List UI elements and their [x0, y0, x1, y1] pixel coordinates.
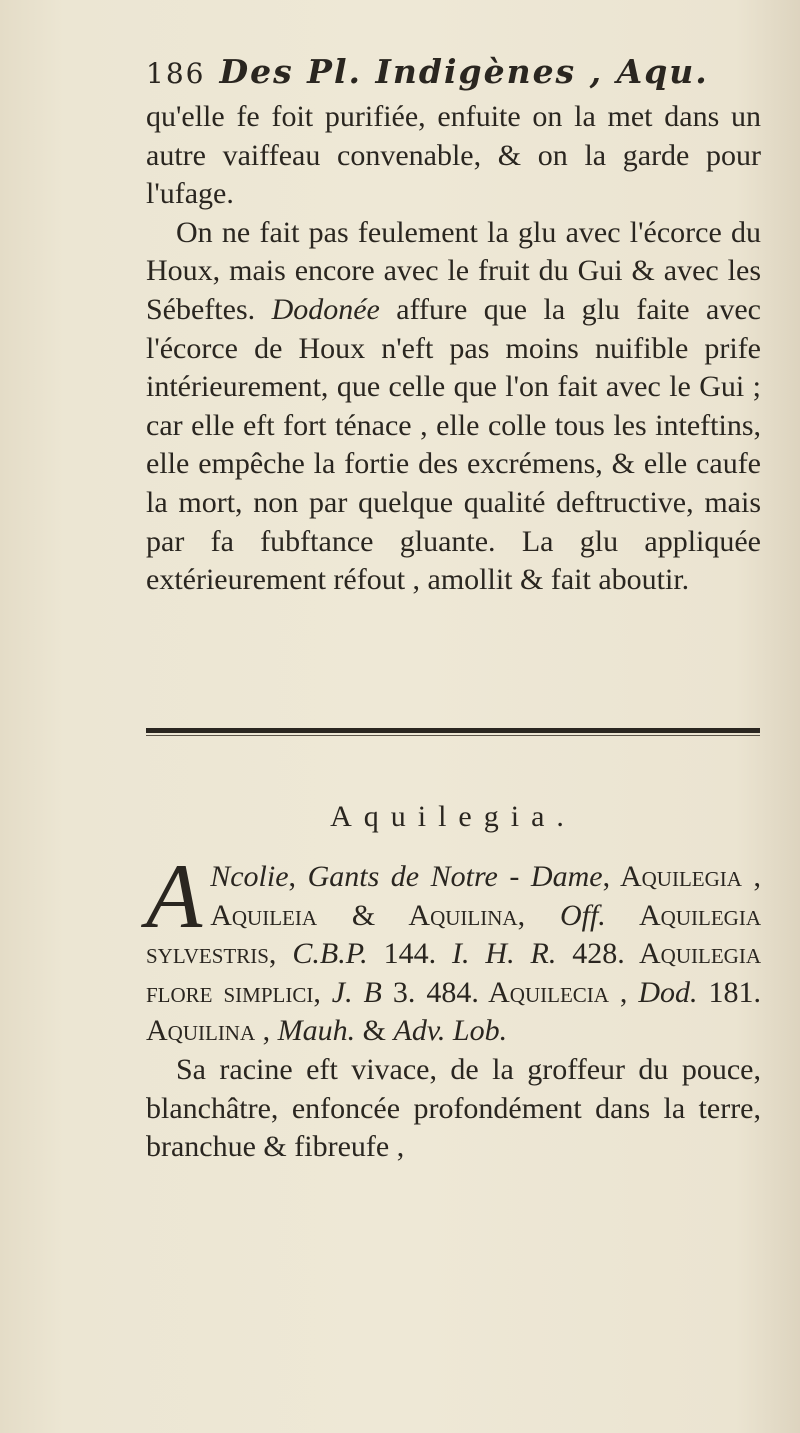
paragraph-text: affure que la glu faite avec l'écorce de Houx n'eft pas moins nuifible prife intérieurement, que celle que l'on fait avec le Gui ; car elle eft fort ténace , elle colle tous les inteftins, elle empêche la fortie des excrémens, & elle caufe la mort, non par quelque qualité deftructive, mais par fa fubftance gluante. La glu appliquée extérieurement réfout , amollit & fait aboutir.: [146, 292, 761, 597]
section-divider-thin: [146, 735, 760, 736]
running-title: Des Pl. Indigènes , Aqu.: [219, 52, 709, 91]
reference: C.B.P.: [292, 937, 368, 971]
author-name: Dodonée: [271, 292, 380, 326]
synonym-french: Gants de Notre - Dame: [307, 860, 603, 893]
synonym-latin: , Aquilegia , Aquileia & Aquilina,: [210, 860, 761, 932]
text-line: dans un autre vaiffeau convenable, & on: [146, 100, 761, 172]
reference: Off.: [559, 898, 606, 932]
reference: I. H. R.: [452, 937, 557, 971]
drop-cap: A: [146, 845, 203, 947]
paragraph-glu: [146, 214, 761, 600]
text-block-upper: [146, 98, 761, 600]
separator: ,: [288, 860, 308, 893]
description-paragraph: Sa racine eft vivace, de la groffeur du pouce, blanchâtre, enfoncée profondément dans la terre, branchue & fibreufe ,: [146, 1052, 761, 1164]
separator: &: [355, 1014, 394, 1048]
text-block-lower: [146, 845, 762, 1167]
synonym-french: Ncolie: [210, 860, 289, 893]
text-line: qu'elle fe foit purifiée, enfuite on la met: [146, 100, 653, 133]
paragraph-continuation: [146, 98, 761, 214]
synonym-latin: 3. 484. Aquilecia ,: [381, 975, 639, 1009]
synonym-latin: 428. Aquilegia flore simplici,: [146, 937, 761, 1009]
synonym-latin: Aquilegia sylvestris,: [146, 898, 761, 971]
synonymy-paragraph: [146, 845, 762, 1051]
section-divider: [146, 728, 760, 733]
reference: Adv. Lob.: [393, 1014, 508, 1048]
reference: Mauh.: [277, 1014, 356, 1048]
running-header: [146, 52, 766, 96]
section-title: Aquilegia.: [330, 800, 576, 833]
paragraph-text: On ne fait pas feulement la glu avec l'écorce du Houx, mais encore avec le fruit du Gui & avec les Sébeftes.: [146, 215, 761, 326]
page-number: 186: [146, 57, 206, 90]
reference-number: 144.: [367, 937, 452, 971]
text-line: la garde pour l'ufage.: [146, 138, 762, 211]
synonym-latin: 181. Aquilina ,: [146, 975, 762, 1048]
reference: Dod.: [638, 975, 698, 1009]
reference: J. B: [331, 975, 382, 1009]
